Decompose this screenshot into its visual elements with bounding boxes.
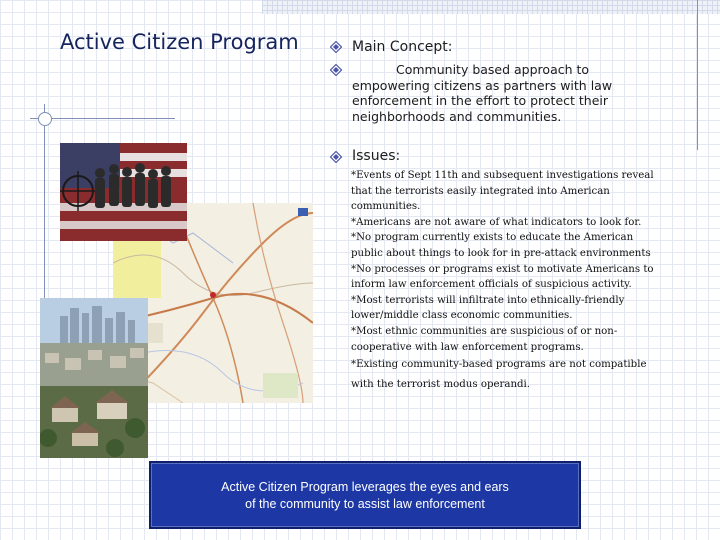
summary-banner [149, 461, 581, 529]
decorative-vertical-line [697, 0, 698, 150]
issue-item: *Most ethnic communities are suspicious of or non-cooperative with law enforcement programs. [351, 325, 618, 353]
issue-item: *Existing community-based programs are not compatible with the terrorist modus operandi. [351, 359, 647, 391]
city-skyline-image [40, 298, 148, 458]
issue-item: *Americans are not aware of what indicators to look for. [351, 216, 642, 228]
issues-list [351, 168, 657, 395]
issue-item: *No program currently exists to educate the American public about things to look for in pre-attack environments [351, 232, 651, 259]
banner-line-2: of the community to assist law enforcement [245, 497, 485, 511]
issue-item: *No processes or programs exist to motivate Americans to inform law enforcement officials of suspicious activity. [351, 263, 654, 291]
issues-label: Issues: [352, 148, 401, 164]
header-pattern-band [262, 0, 720, 14]
banner-text [151, 479, 579, 513]
flag-silhouettes-image [60, 143, 187, 241]
slide-title: Active Citizen Program [60, 30, 299, 54]
main-concept-text: Community based approach to empowering citizens as partners with law enforcement in the effort to protect their neighborhoods and communities. [352, 62, 613, 124]
decorative-crosshair-circle [38, 112, 52, 126]
main-concept-label: Main Concept: [352, 39, 453, 55]
banner-line-1: Active Citizen Program leverages the eyes and ears [221, 480, 509, 494]
diamond-bullet-icon [330, 151, 342, 163]
issue-item: *Most terrorists will infiltrate into ethnically-friendly lower/middle class economic communities. [351, 294, 625, 322]
diamond-bullet-icon [330, 64, 342, 76]
issue-item: *Events of Sept 11th and subsequent investigations reveal that the terrorists easily integrated into American communities. [351, 170, 654, 213]
diamond-bullet-icon [330, 41, 342, 53]
